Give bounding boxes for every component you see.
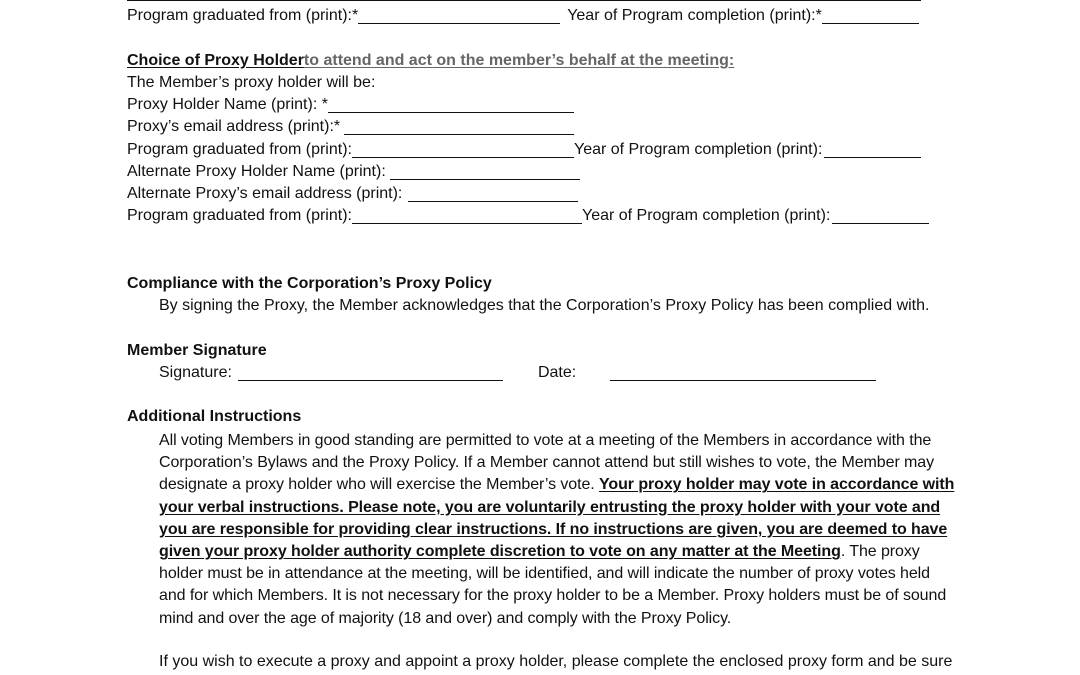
compliance-text-row xyxy=(159,295,929,317)
instructions-heading-row xyxy=(127,406,301,428)
signature-heading-row xyxy=(127,340,267,362)
proxy-heading-suffix: to attend and act on the member’s behalf at the meeting: xyxy=(303,51,735,69)
date-label: Date: xyxy=(537,363,577,381)
proxy-program-field[interactable] xyxy=(352,142,574,158)
alt-proxy-name-row xyxy=(127,161,580,183)
compliance-text: By signing the Proxy, the Member acknowledges that the Corporation’s Proxy Policy has been complied with. xyxy=(159,296,930,314)
proxy-intro-row xyxy=(127,72,375,94)
proxy-year-field[interactable] xyxy=(824,142,921,158)
proxy-intro: The Member’s proxy holder will be: xyxy=(127,73,376,91)
alt-proxy-email-label: Alternate Proxy’s email address (print): xyxy=(127,184,403,202)
proxy-year-label: Year of Program completion (print): xyxy=(573,140,823,158)
alt-proxy-year-label: Year of Program completion (print): xyxy=(581,206,831,224)
proxy-heading: Choice of Proxy Holder xyxy=(127,51,304,69)
instructions-heading: Additional Instructions xyxy=(127,407,302,425)
alt-proxy-program-row xyxy=(127,205,929,227)
instructions-text-3: If you wish to execute a proxy and appoint a proxy holder, please complete the enclosed proxy form and be sure xyxy=(159,652,953,670)
alt-proxy-email-field[interactable] xyxy=(408,186,578,202)
top-divider xyxy=(127,0,921,1)
alt-proxy-email-row xyxy=(127,183,578,205)
alt-proxy-year-field[interactable] xyxy=(832,208,929,224)
proxy-section-heading xyxy=(127,50,734,72)
compliance-heading: Compliance with the Corporation’s Proxy Policy xyxy=(127,274,492,292)
alt-proxy-name-label: Alternate Proxy Holder Name (print): xyxy=(127,162,386,180)
signature-row xyxy=(159,362,876,384)
proxy-name-row xyxy=(127,94,574,116)
proxy-email-field[interactable] xyxy=(344,119,574,135)
alt-proxy-program-field[interactable] xyxy=(352,208,582,224)
member-program-row xyxy=(127,5,919,27)
proxy-name-label: Proxy Holder Name (print): * xyxy=(127,95,328,113)
instructions-text-2: . The proxy holder must be in attendance at the meeting, will be identified, and will indicate the number of proxy votes held and for which Members. It is not necessary for the proxy holder to be a Member. Proxy holders must be of sound mind and over the age of majority (18 and over) and comply with the Proxy Policy. xyxy=(159,543,947,627)
alt-proxy-program-label: Program graduated from (print): xyxy=(127,206,352,224)
proxy-name-field[interactable] xyxy=(328,97,574,113)
proxy-email-row xyxy=(127,116,574,138)
proxy-form-page xyxy=(127,0,957,675)
proxy-program-label: Program graduated from (print): xyxy=(127,140,352,158)
signature-field[interactable] xyxy=(238,365,503,381)
instructions-text-1: All voting Members in good standing are permitted to vote at a meeting of the Members in accordance with the Corporation’s Bylaws and the Proxy Policy. If a Member cannot attend but still wishes to vote, the Member may designate a proxy holder who will exercise the Member’s vote. xyxy=(159,432,935,494)
compliance-heading-row xyxy=(127,273,492,295)
signature-heading: Member Signature xyxy=(127,341,267,359)
member-program-label: Program graduated from (print):* xyxy=(127,6,359,24)
instructions-paragraph-2 xyxy=(159,651,952,673)
proxy-program-row xyxy=(127,139,921,161)
member-program-field[interactable] xyxy=(358,8,560,24)
instructions-paragraph xyxy=(159,430,959,630)
signature-label: Signature: xyxy=(159,363,232,381)
member-year-field[interactable] xyxy=(822,8,919,24)
member-year-label: Year of Program completion (print):* xyxy=(567,6,822,24)
alt-proxy-name-field[interactable] xyxy=(390,164,580,180)
instructions-text-bold: Your proxy holder may vote in accordance with your verbal instructions. Please note, you are voluntarily entrusting the proxy holder with your vote and you are responsible for providing clear instructions. If no instructions are given, you are deemed to have given your proxy holder authority complete discretion to vote on any matter at the Meeting xyxy=(159,476,955,561)
date-field[interactable] xyxy=(610,365,876,381)
proxy-email-label: Proxy’s email address (print):* xyxy=(127,117,341,135)
